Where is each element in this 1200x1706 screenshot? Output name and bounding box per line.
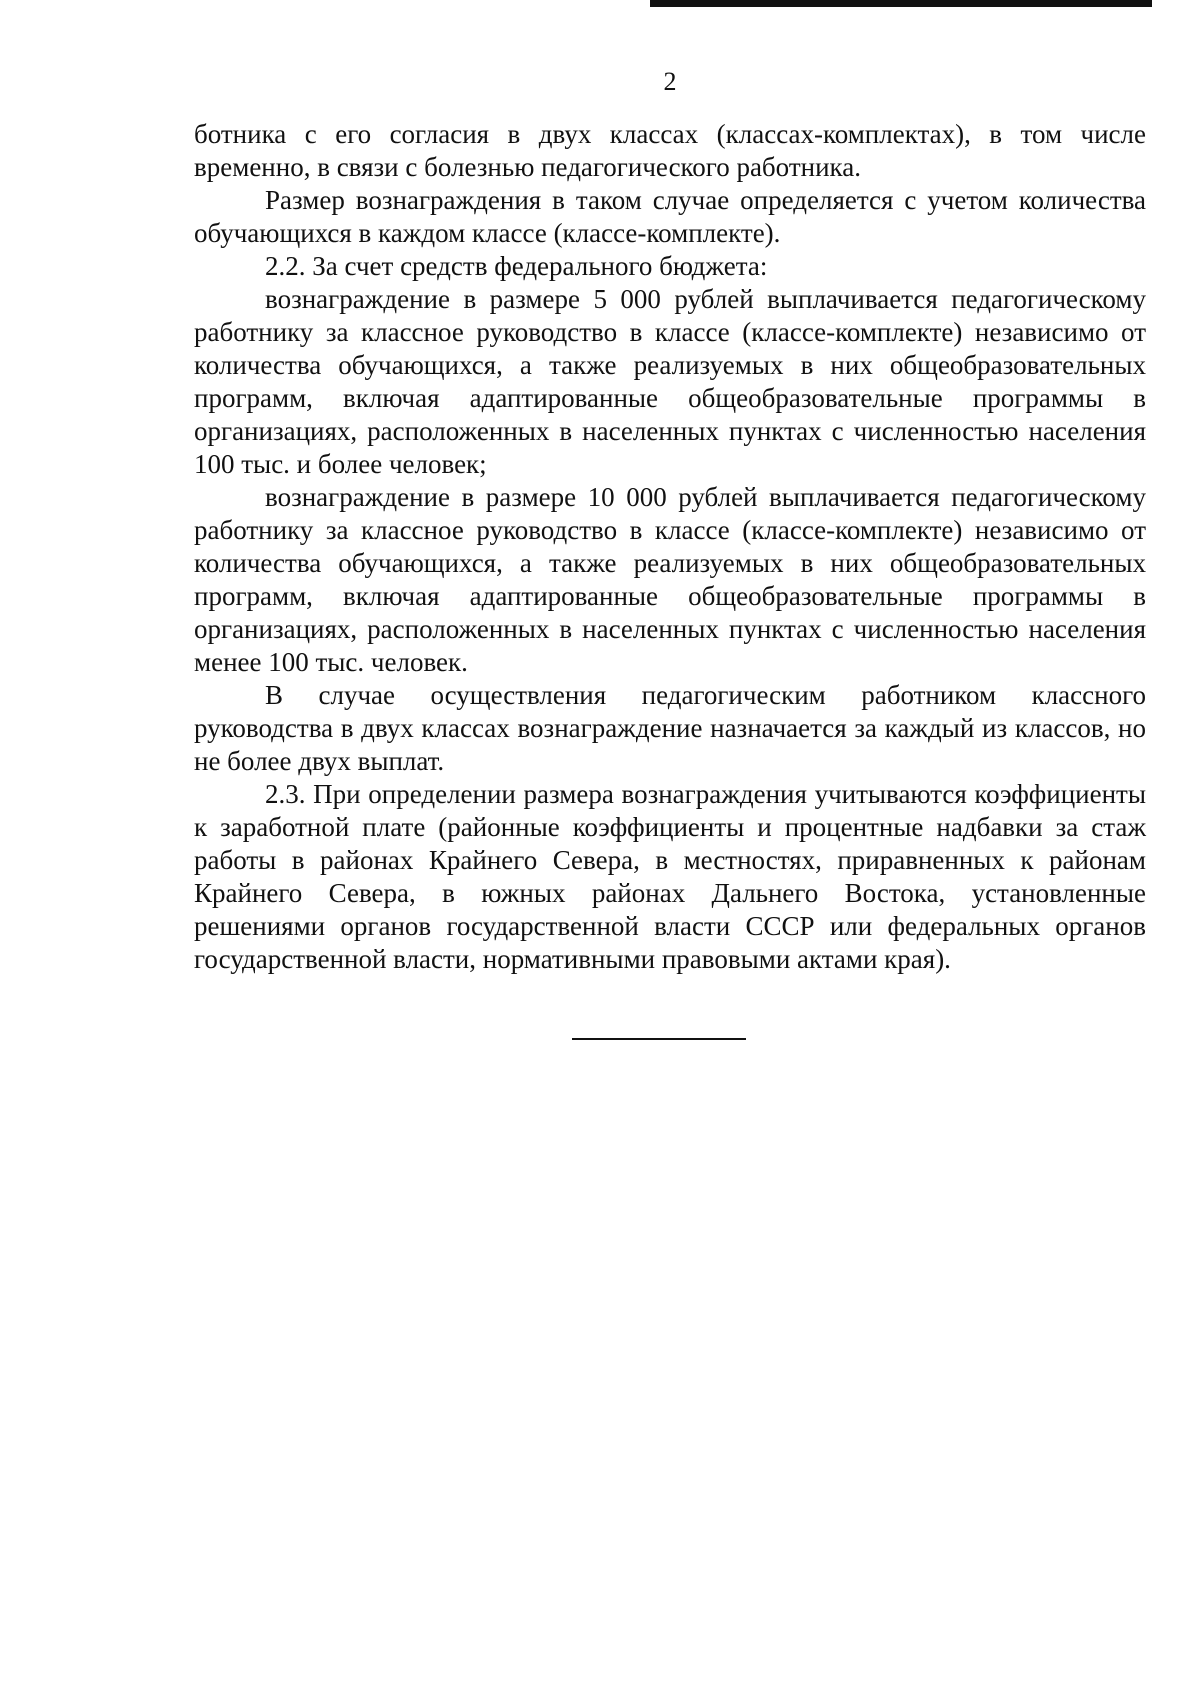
end-separator-line: [572, 1038, 746, 1040]
paragraph-reward-size: Размер вознаграждения в таком случае определяется с учетом количества обучающихся в каждом классе (классе-комплекте).: [194, 185, 1146, 248]
section-2-3-coefficients: 2.3. При определении размера вознаграждения учитываются коэффициенты к заработной плате (районные коэффициенты и процентные надбавки за стаж работы в районах Крайнего Севера, в местностях, приравненных к районам Крайнего Севера, в южных районах Дальнего Востока, установленные решениями органов государственной власти СССР или федеральных органов государственной власти, нормативными правовыми актами края).: [194, 779, 1146, 974]
page-number: 2: [663, 67, 677, 96]
section-2-2-heading: 2.2. За счет средств федерального бюджета:: [265, 251, 768, 281]
paragraph-reward-10000: вознаграждение в размере 10 000 рублей выплачивается педагогическому работнику за классное руководство в классе (классе-комплекте) независимо от количества обучающихся, а также реализуемых в них общеобразовательных программ, включая адаптированные общеобразовательные программы в организациях, расположенных в населенных пунктах с численностью населения менее 100 тыс. человек.: [194, 482, 1146, 677]
scan-top-edge-bar: [650, 0, 1152, 7]
paragraph-reward-5000: вознаграждение в размере 5 000 рублей выплачивается педагогическому работнику за классное руководство в классе (классе-комплекте) независимо от количества обучающихся, а также реализуемых в них общеобразовательных программ, включая адаптированные общеобразовательные программы в организациях, расположенных в населенных пунктах с численностью населения 100 тыс. и более человек;: [194, 284, 1146, 479]
paragraph-continuation: ботника с его согласия в двух классах (классах-комплектах), в том числе временно, в связи с болезнью педагогического работника.: [194, 119, 1146, 182]
document-body: [194, 118, 1146, 976]
paragraph-two-classes: В случае осуществления педагогическим работником классного руководства в двух классах вознаграждение назначается за каждый из классов, но не более двух выплат.: [194, 680, 1146, 776]
